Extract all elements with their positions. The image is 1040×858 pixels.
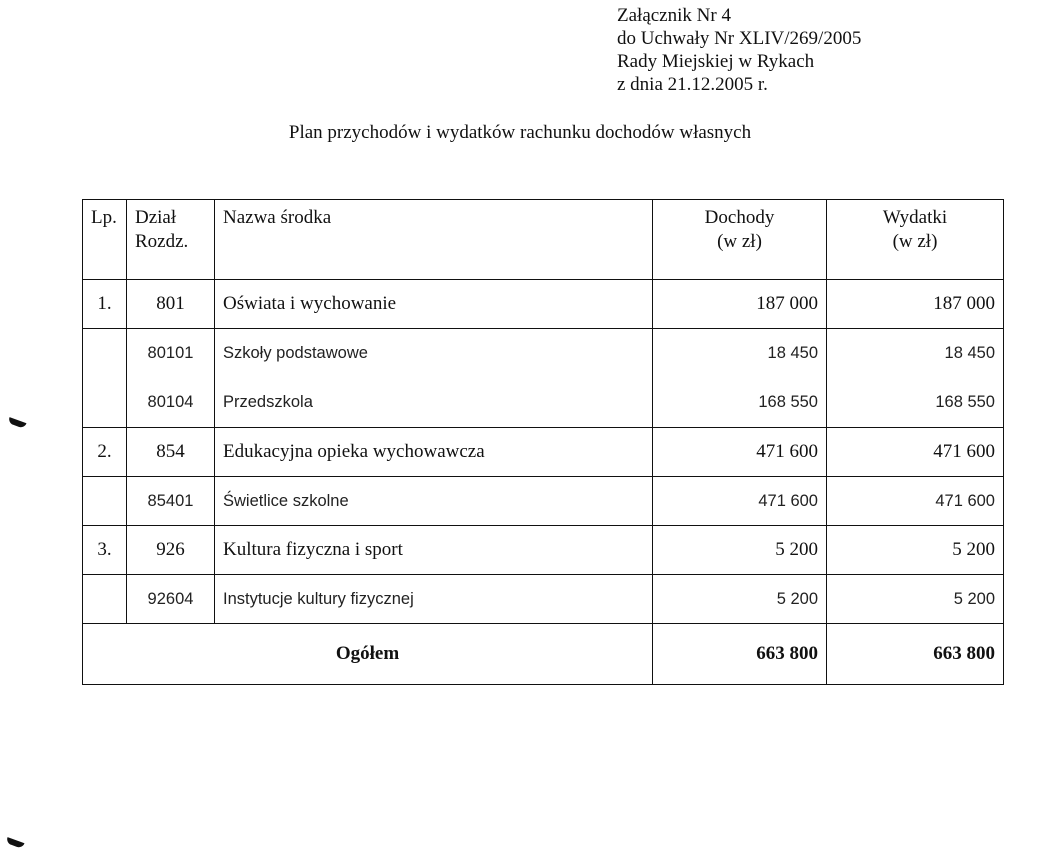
column-header-wydatki-line2: (w zł) [892, 231, 938, 252]
column-header-wydatki [827, 200, 1004, 280]
row-lp: 1. [83, 280, 127, 329]
scan-mark-icon [6, 837, 25, 849]
row-rozdz-cell [127, 329, 215, 428]
column-header-wydatki-line1: Wydatki [882, 207, 948, 228]
row-wydatki: 168 550 [935, 393, 995, 411]
row-rozdz: 80101 [147, 344, 194, 362]
column-header-dochody-line2: (w zł) [717, 231, 762, 252]
row-dzial: 926 [127, 526, 215, 575]
attachment-number: Załącznik Nr 4 [617, 5, 731, 26]
column-header-dochody-line1: Dochody [704, 207, 775, 228]
row-lp: 2. [83, 428, 127, 477]
row-wydatki-cell [827, 329, 1004, 428]
row-lp-empty [83, 575, 127, 624]
row-wydatki: 5 200 [827, 575, 1004, 624]
table-row-subsection [83, 477, 1004, 526]
council-name: Rady Miejskiej w Rykach [617, 51, 815, 72]
row-dochody: 168 550 [758, 393, 818, 411]
row-wydatki: 471 600 [827, 428, 1004, 477]
row-lp-empty [83, 477, 127, 526]
row-nazwa-cell [215, 329, 653, 428]
row-nazwa: Szkoły podstawowe [223, 344, 368, 362]
row-nazwa: Edukacyjna opieka wychowawcza [215, 428, 653, 477]
column-header-dzial-line2: Rozdz. [135, 231, 189, 252]
table-row-section [83, 280, 1004, 329]
row-dochody: 471 600 [653, 477, 827, 526]
document-header [617, 4, 861, 96]
total-label: Ogółem [83, 624, 653, 685]
row-dochody: 471 600 [653, 428, 827, 477]
row-dzial: 854 [127, 428, 215, 477]
row-rozdz: 92604 [127, 575, 215, 624]
row-dochody: 187 000 [653, 280, 827, 329]
scan-mark-icon [8, 417, 27, 429]
row-rozdz: 85401 [127, 477, 215, 526]
resolution-reference: do Uchwały Nr XLIV/269/2005 [617, 28, 862, 49]
table-row-subsection-group [83, 329, 1004, 428]
row-rozdz: 80104 [147, 393, 194, 411]
row-nazwa: Przedszkola [223, 393, 313, 411]
row-wydatki: 18 450 [944, 344, 995, 362]
row-lp-empty [83, 329, 127, 428]
column-header-dochody [653, 200, 827, 280]
table-row-subsection [83, 575, 1004, 624]
table-header-row [83, 200, 1004, 280]
table-row-section [83, 428, 1004, 477]
column-header-nazwa: Nazwa środka [215, 200, 653, 280]
row-lp: 3. [83, 526, 127, 575]
column-header-dzial-line1: Dział [135, 207, 177, 228]
table-row-section [83, 526, 1004, 575]
row-nazwa: Oświata i wychowanie [215, 280, 653, 329]
row-wydatki: 471 600 [827, 477, 1004, 526]
row-nazwa: Instytucje kultury fizycznej [215, 575, 653, 624]
resolution-date: z dnia 21.12.2005 r. [617, 74, 768, 95]
row-nazwa: Świetlice szkolne [215, 477, 653, 526]
row-dochody: 18 450 [767, 344, 818, 362]
row-dzial: 801 [127, 280, 215, 329]
row-wydatki: 187 000 [827, 280, 1004, 329]
document-title: Plan przychodów i wydatków rachunku dochodów własnych [288, 122, 752, 143]
row-nazwa: Kultura fizyczna i sport [215, 526, 653, 575]
row-dochody: 5 200 [653, 575, 827, 624]
plan-table [82, 199, 1004, 685]
row-dochody-cell [653, 329, 827, 428]
column-header-dzial [127, 200, 215, 280]
row-dochody: 5 200 [653, 526, 827, 575]
total-dochody: 663 800 [653, 624, 827, 685]
column-header-lp: Lp. [83, 200, 127, 280]
total-wydatki: 663 800 [827, 624, 1004, 685]
table-row-total [83, 624, 1004, 685]
row-wydatki: 5 200 [827, 526, 1004, 575]
